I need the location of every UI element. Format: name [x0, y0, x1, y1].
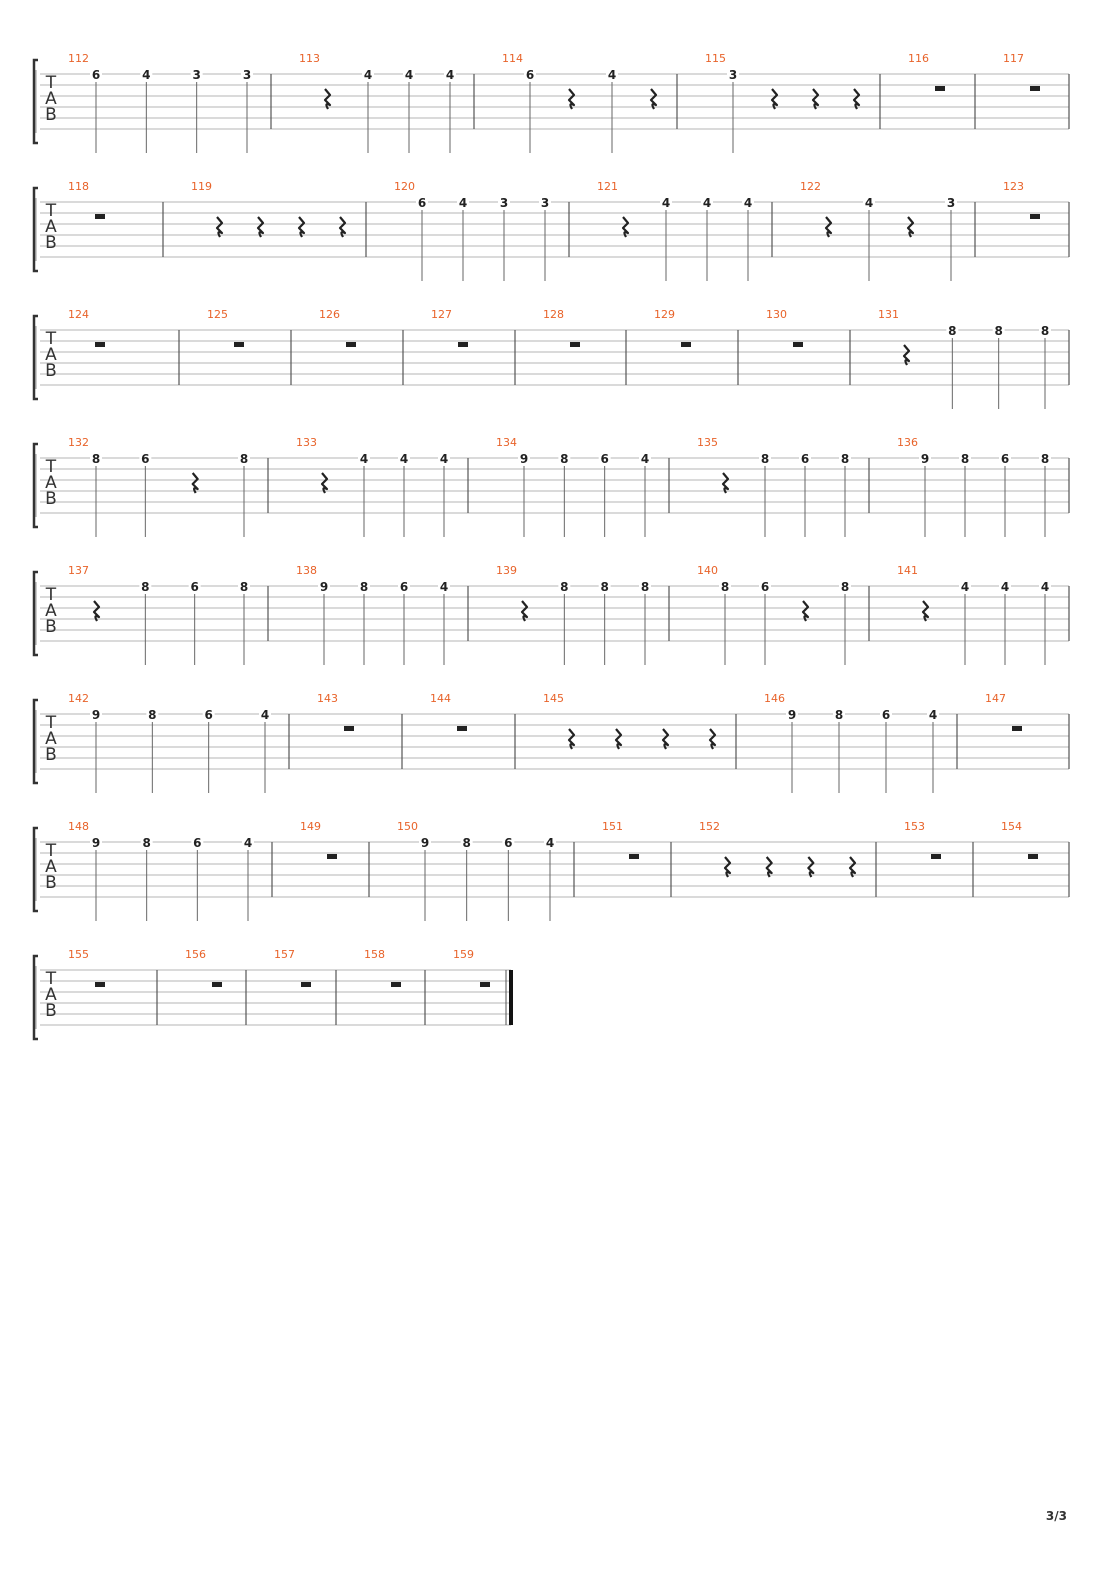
fret-number: 4 [640, 452, 650, 466]
fret-number: 4 [445, 68, 455, 82]
tab-clef-letter: T [45, 841, 57, 861]
measure-number: 159 [453, 948, 474, 961]
whole-rest [391, 982, 401, 987]
measure-number: 134 [496, 436, 517, 449]
quarter-rest [522, 601, 527, 621]
measure-number: 149 [300, 820, 321, 833]
fret-number: 4 [458, 196, 468, 210]
fret-number: 8 [359, 580, 369, 594]
quarter-rest [803, 601, 808, 621]
measure-number: 123 [1003, 180, 1024, 193]
fret-number: 8 [840, 580, 850, 594]
whole-rest [95, 214, 105, 219]
tab-system [34, 180, 1069, 281]
fret-number: 6 [193, 836, 202, 850]
measure [697, 564, 851, 665]
measure-number: 140 [697, 564, 718, 577]
fret-number: 8 [148, 708, 157, 722]
quarter-rest [193, 473, 198, 493]
measure-number: 133 [296, 436, 317, 449]
tab-clef-letter: B [45, 233, 57, 253]
tab-clef-letter: B [45, 1001, 57, 1021]
whole-rest [457, 726, 467, 731]
quarter-rest [258, 217, 263, 237]
measure-number: 119 [191, 180, 212, 193]
measure [397, 820, 556, 921]
tab-clef-letter: A [45, 985, 57, 1005]
measure-number: 130 [766, 308, 787, 321]
fret-number: 6 [600, 452, 609, 466]
measure [496, 564, 651, 665]
quarter-rest [299, 217, 304, 237]
quarter-rest [623, 217, 628, 237]
quarter-rest [850, 857, 855, 877]
measure [394, 180, 551, 281]
fret-number: 6 [399, 580, 409, 594]
measure [897, 436, 1051, 537]
quarter-rest [808, 857, 813, 877]
measure-number: 154 [1001, 820, 1022, 833]
fret-number: 3 [192, 68, 201, 82]
fret-number: 6 [91, 68, 101, 82]
measure-number: 125 [207, 308, 228, 321]
fret-number: 6 [1000, 452, 1010, 466]
whole-rest [301, 982, 311, 987]
quarter-rest [813, 89, 818, 109]
fret-number: 9 [519, 452, 529, 466]
measure-number: 158 [364, 948, 385, 961]
fret-number: 4 [864, 196, 874, 210]
whole-rest [935, 86, 945, 91]
whole-rest [681, 342, 691, 347]
measure-number: 145 [543, 692, 564, 705]
measure-number: 148 [68, 820, 89, 833]
measure-number: 135 [697, 436, 718, 449]
fret-number: 8 [462, 836, 471, 850]
fret-number: 6 [417, 196, 427, 210]
tab-clef-letter: A [45, 729, 57, 749]
measure [705, 52, 859, 153]
measure-number: 118 [68, 180, 89, 193]
tab-clef-letter: B [45, 361, 57, 381]
fret-number: 9 [920, 452, 930, 466]
tab-system [34, 564, 1069, 665]
fret-number: 8 [142, 836, 151, 850]
measure-number: 116 [908, 52, 929, 65]
measure-number: 155 [68, 948, 89, 961]
measure-number: 151 [602, 820, 623, 833]
tab-system [34, 52, 1069, 153]
fret-number: 4 [142, 68, 151, 82]
measure-number: 113 [299, 52, 320, 65]
measure-number: 136 [897, 436, 918, 449]
fret-number: 6 [525, 68, 535, 82]
fret-number: 8 [600, 580, 609, 594]
quarter-rest [725, 857, 730, 877]
whole-rest [234, 342, 244, 347]
measure [897, 564, 1051, 665]
quarter-rest [569, 729, 574, 749]
fret-number: 6 [881, 708, 891, 722]
fret-number: 8 [760, 452, 770, 466]
measure [68, 820, 254, 921]
quarter-rest [322, 473, 327, 493]
measure-number: 143 [317, 692, 338, 705]
fret-number: 4 [702, 196, 712, 210]
fret-number: 4 [260, 708, 270, 722]
measure-number: 131 [878, 308, 899, 321]
fret-number: 9 [91, 836, 101, 850]
measure-number: 126 [319, 308, 340, 321]
measure-number: 121 [597, 180, 618, 193]
measure [543, 692, 715, 749]
measure [296, 436, 450, 537]
whole-rest [346, 342, 356, 347]
tab-clef-letter: T [45, 457, 57, 477]
quarter-rest [325, 89, 330, 109]
whole-rest [629, 854, 639, 859]
fret-number: 3 [728, 68, 738, 82]
tab-clef-letter: A [45, 857, 57, 877]
quarter-rest [923, 601, 928, 621]
tab-system [34, 436, 1069, 537]
page-number: 3/3 [1045, 1509, 1067, 1523]
fret-number: 4 [363, 68, 373, 82]
fret-number: 8 [91, 452, 101, 466]
quarter-rest [663, 729, 668, 749]
tab-system [34, 820, 1069, 921]
tab-clef-letter: B [45, 745, 57, 765]
tab-clef-letter: T [45, 713, 57, 733]
fret-number: 8 [960, 452, 970, 466]
measure [764, 692, 939, 793]
quarter-rest [854, 89, 859, 109]
quarter-rest [772, 89, 777, 109]
fret-number: 4 [439, 452, 449, 466]
fret-number: 8 [834, 708, 844, 722]
fret-number: 4 [928, 708, 938, 722]
measure-number: 122 [800, 180, 821, 193]
tab-clef-letter: T [45, 329, 57, 349]
measure-number: 132 [68, 436, 89, 449]
measure-number: 139 [496, 564, 517, 577]
whole-rest [95, 342, 105, 347]
quarter-rest [723, 473, 728, 493]
whole-rest [1030, 86, 1040, 91]
fret-number: 9 [787, 708, 797, 722]
fret-number: 3 [499, 196, 509, 210]
whole-rest [1030, 214, 1040, 219]
tab-clef-letter: A [45, 601, 57, 621]
fret-number: 6 [760, 580, 770, 594]
fret-number: 8 [1040, 452, 1050, 466]
measure-number: 112 [68, 52, 89, 65]
fret-number: 4 [359, 452, 369, 466]
quarter-rest [904, 345, 909, 365]
fret-number: 9 [91, 708, 101, 722]
fret-number: 8 [560, 580, 569, 594]
fret-number: 4 [661, 196, 671, 210]
measure [296, 564, 450, 665]
fret-number: 8 [720, 580, 730, 594]
measure [68, 564, 250, 665]
measure-number: 127 [431, 308, 452, 321]
measure-number: 124 [68, 308, 89, 321]
tab-clef-letter: T [45, 969, 57, 989]
measure-number: 114 [502, 52, 523, 65]
fret-number: 8 [239, 580, 249, 594]
fret-number: 6 [190, 580, 199, 594]
tab-clef-letter: B [45, 489, 57, 509]
quarter-rest [217, 217, 222, 237]
measure-number: 137 [68, 564, 89, 577]
fret-number: 4 [1040, 580, 1050, 594]
measure-number: 142 [68, 692, 89, 705]
measure [68, 52, 253, 153]
measure-number: 128 [543, 308, 564, 321]
tab-clef-letter: A [45, 473, 57, 493]
measure-number: 117 [1003, 52, 1024, 65]
whole-rest [212, 982, 222, 987]
whole-rest [480, 982, 490, 987]
whole-rest [931, 854, 941, 859]
fret-number: 4 [607, 68, 617, 82]
whole-rest [570, 342, 580, 347]
tab-clef-letter: T [45, 585, 57, 605]
fret-number: 4 [960, 580, 970, 594]
measure-number: 115 [705, 52, 726, 65]
tab-clef-letter: A [45, 345, 57, 365]
whole-rest [458, 342, 468, 347]
measure-number: 138 [296, 564, 317, 577]
fret-number: 6 [204, 708, 213, 722]
fret-number: 3 [540, 196, 550, 210]
measure [502, 52, 656, 153]
tab-system [34, 948, 513, 1039]
measure-number: 152 [699, 820, 720, 833]
fret-number: 4 [743, 196, 753, 210]
whole-rest [95, 982, 105, 987]
fret-number: 9 [319, 580, 329, 594]
fret-number: 6 [504, 836, 513, 850]
measure-number: 141 [897, 564, 918, 577]
fret-number: 8 [840, 452, 850, 466]
fret-number: 4 [439, 580, 449, 594]
fret-number: 3 [242, 68, 252, 82]
fret-number: 4 [1000, 580, 1010, 594]
fret-number: 8 [1040, 324, 1050, 338]
tab-clef-letter: B [45, 873, 57, 893]
fret-number: 4 [404, 68, 414, 82]
fret-number: 4 [243, 836, 253, 850]
fret-number: 4 [545, 836, 555, 850]
fret-number: 9 [420, 836, 430, 850]
tab-clef-letter: T [45, 73, 57, 93]
measure-number: 146 [764, 692, 785, 705]
tab-clef-letter: A [45, 89, 57, 109]
whole-rest [344, 726, 354, 731]
fret-number: 8 [560, 452, 569, 466]
quarter-rest [616, 729, 621, 749]
whole-rest [793, 342, 803, 347]
fret-number: 8 [994, 324, 1003, 338]
fret-number: 6 [800, 452, 810, 466]
whole-rest [327, 854, 337, 859]
measure-number: 153 [904, 820, 925, 833]
quarter-rest [569, 89, 574, 109]
measure [800, 180, 957, 281]
measure-number: 157 [274, 948, 295, 961]
measure [697, 436, 851, 537]
whole-rest [1012, 726, 1022, 731]
quarter-rest [651, 89, 656, 109]
measure-number: 129 [654, 308, 675, 321]
measure [191, 180, 345, 237]
fret-number: 8 [948, 324, 957, 338]
measure [299, 52, 456, 153]
fret-number: 6 [141, 452, 150, 466]
tab-clef-letter: T [45, 201, 57, 221]
fret-number: 3 [946, 196, 956, 210]
measure [68, 692, 271, 793]
quarter-rest [767, 857, 772, 877]
tab-system [34, 308, 1069, 409]
tab-clef-letter: B [45, 105, 57, 125]
measure-number: 156 [185, 948, 206, 961]
measure [496, 436, 651, 537]
quarter-rest [94, 601, 99, 621]
measure [878, 308, 1051, 409]
fret-number: 8 [640, 580, 650, 594]
quarter-rest [826, 217, 831, 237]
fret-number: 4 [399, 452, 409, 466]
measure-number: 144 [430, 692, 451, 705]
tab-system [34, 692, 1069, 793]
quarter-rest [908, 217, 913, 237]
tab-clef-letter: B [45, 617, 57, 637]
tab-clef-letter: A [45, 217, 57, 237]
measure-number: 147 [985, 692, 1006, 705]
measure [597, 180, 754, 281]
measure-number: 120 [394, 180, 415, 193]
fret-number: 8 [239, 452, 249, 466]
quarter-rest [340, 217, 345, 237]
fret-number: 8 [141, 580, 150, 594]
measure-number: 150 [397, 820, 418, 833]
quarter-rest [710, 729, 715, 749]
whole-rest [1028, 854, 1038, 859]
final-barline [509, 970, 513, 1025]
measure [699, 820, 855, 877]
measure [68, 436, 250, 537]
